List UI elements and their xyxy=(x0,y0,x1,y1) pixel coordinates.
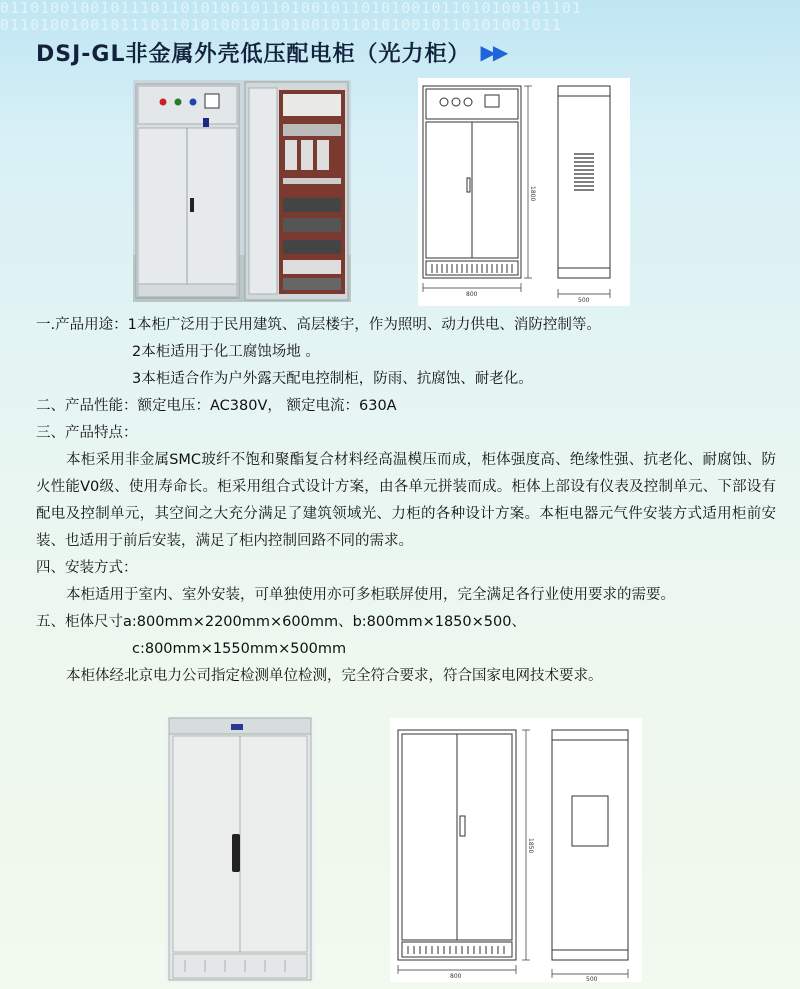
size-line-1: 五、柜体尺寸a:800mm×2200mm×600mm、b:800mm×1850×500、 xyxy=(36,614,526,630)
usage-item-2: 2本柜适用于化工腐蚀场地 。 xyxy=(132,344,320,360)
dim-width-label: 800 xyxy=(466,291,478,298)
dim-height-label: 1800 xyxy=(529,186,536,202)
usage-item-3: 3本柜适合作为户外露天配电控制柜，防雨、抗腐蚀、耐老化。 xyxy=(132,371,533,387)
binary-row-2: 01101001001011101101010010110100101101010010110101001011 xyxy=(0,16,562,34)
performance-line: 二、产品性能：额定电压：AC380V， 额定电流：630A xyxy=(36,398,397,414)
features-paragraph: 本柜采用非金属SMC玻纤不饱和聚酯复合材料经高温模压而成，柜体强度高、绝缘性强、抗老化、耐腐蚀、防火性能V0级、使用寿命长。柜采用组合式设计方案，由各单元拼装而成。柜体上部设有仪表及控制单元、下部设有配电及控制单元，其空间之大充分满足了建筑领域光、力柜的各种设计方案。本柜电器元气件安装方式适用柜前安装、也适用于前后安装，满足了柜内控制回路不同的需求。 xyxy=(36,452,776,549)
binary-code-background xyxy=(0,0,800,34)
usage-line-1 xyxy=(36,312,776,339)
cabinet-drawing-bottom xyxy=(390,718,642,982)
dim-depth-label: 500 xyxy=(578,297,590,304)
dim-width-label: 800 xyxy=(450,973,462,980)
cabinet-drawing-top xyxy=(418,78,630,306)
cabinet-photo-top xyxy=(133,80,351,302)
install-paragraph: 本柜适用于室内、室外安装，可单独使用亦可多柜联屏使用，完全满足各行业使用要求的需要。 xyxy=(66,587,675,603)
page-title xyxy=(36,36,505,68)
usage-label: 一.产品用途： xyxy=(36,317,128,333)
title-text: DSJ-GL非金属外壳低压配电柜（光力柜） xyxy=(36,41,471,67)
cabinet-photo-bottom xyxy=(165,716,315,982)
double-arrow-icon: ▶▶ xyxy=(480,40,506,64)
dim-height-label: 1850 xyxy=(527,838,534,854)
install-label: 四、安装方式： xyxy=(36,560,138,576)
features-label: 三、产品特点： xyxy=(36,425,138,441)
certification-line: 本柜体经北京电力公司指定检测单位检测，完全符合要求，符合国家电网技术要求。 xyxy=(66,668,603,684)
dim-depth-label: 500 xyxy=(586,976,598,982)
size-line-2: c:800mm×1550mm×500mm xyxy=(132,641,347,657)
binary-row-1: 0110100100101110110101001011010010110101001011010100101101 xyxy=(0,0,582,17)
product-description xyxy=(36,312,776,690)
usage-item-1: 1本柜广泛用于民用建筑、高层楼宇，作为照明、动力供电、消防控制等。 xyxy=(127,317,601,333)
